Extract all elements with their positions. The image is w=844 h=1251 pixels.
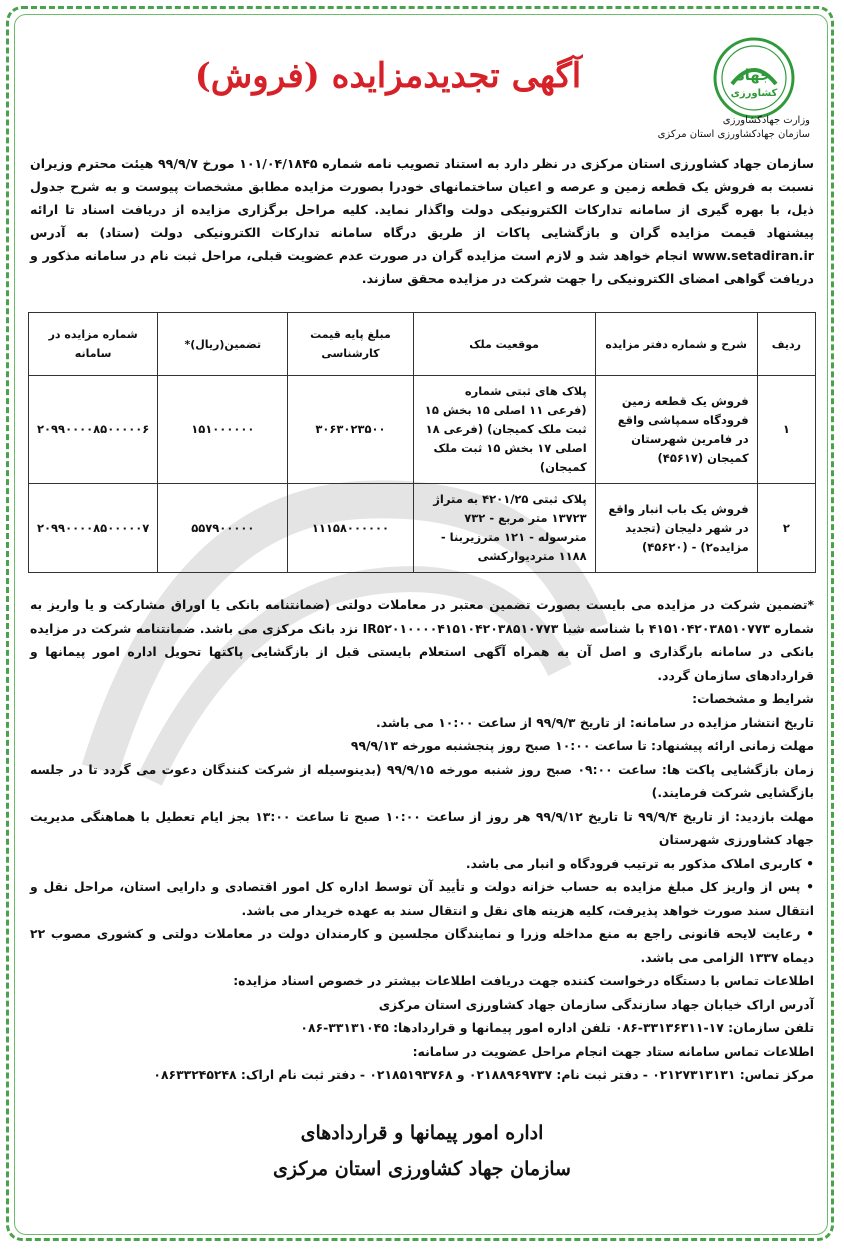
- contact-heading: اطلاعات تماس با دستگاه درخواست کننده جهت دریافت اطلاعات بیشتر در خصوص اسناد مزایده:: [233, 973, 814, 988]
- column-header: شرح و شماره دفتر مزایده: [595, 313, 757, 376]
- property-location: پلاک ثبتی ۴۲۰۱/۲۵ به متراژ ۱۳۷۲۳ متر مربع - ۷۳۲ مترسوله - ۱۲۱ مترزیربنا - ۱۱۸۸ متردیوارکشی: [413, 484, 595, 573]
- auction-number: ۲۰۹۹۰۰۰۰۸۵۰۰۰۰۰۶: [29, 376, 158, 484]
- guarantee-amount: ۵۵۷۹۰۰۰۰۰: [158, 484, 288, 573]
- base-price: ۱۱۱۵۸۰۰۰۰۰۰: [288, 484, 413, 573]
- intro-paragraph: سازمان جهاد کشاورزی استان مرکزی در نظر دارد به استناد تصویب نامه شماره ۱۰۱/۰۴/۱۸۴۵ مورخ ۹۹/۹/۷ هیئت محترم وزیران نسبت به فروش یک قطعه زمین و عرصه و اعیان ساختمانهای خودرا بصورت مزایده مطابق مشخصات پیوست و به شرح جدول ذیل، با بهره گیری از سامانه تدارکات الکترونیکی دولت واگذار نماید. کلیه مراحل برگزاری مزایده از دریافت اسناد تا ارائه پیشنهاد قیمت مزایده گران و بازگشایی پاکات از طریق درگاه سامانه تدارکات الکترونیکی دولت (ستاد) به آدرس www.setadiran.ir انجام خواهد شد و لازم است مزایده گران در صورت عدم عضویت قبلی، مراحل ثبت نام در سامانه مذکور و دریافت گواهی امضای الکترونیکی را جهت شرکت در مزایده محقق سازند.: [30, 156, 814, 286]
- bullet-law: • رعایت لایحه قانونی راجع به منع مداخله وزرا و نمایندگان مجلسین و کارمندان دولت در معاملات دولتی و کشوری مصوب ۲۲ دیماه ۱۳۳۷ الزامی می باشد.: [30, 926, 814, 965]
- logo-text-bottom: کشاورزی: [730, 88, 778, 99]
- setad-contact-line: مرکز تماس: ۰۲۱۲۷۳۱۳۱۳۱ - دفتر ثبت نام: ۰۲۱۸۸۹۶۹۷۳۷ و ۰۲۱۸۵۱۹۳۷۶۸ - دفتر ثبت نام اراک: ۰۸۶۳۳۲۴۵۲۴۸: [153, 1067, 814, 1082]
- ministry-name: وزارت جهادکشاورزی: [722, 115, 810, 126]
- page-title: آگهی تجدیدمزایده (فروش): [194, 56, 582, 96]
- address-line: آدرس اراک خیابان جهاد سازندگی سازمان جهاد کشاورزی استان مرکزی: [378, 996, 814, 1012]
- auction-description: فروش یک باب انبار واقع در شهر دلیجان (تجدید مزایده۲) - (۴۵۶۲۰): [595, 484, 757, 573]
- auction-table: [28, 312, 816, 573]
- auction-description: فروش یک قطعه زمین فرودگاه سمپاشی واقع در فامرین شهرستان کمیجان (۴۵۶۱۷): [595, 376, 757, 484]
- footer-signature: [28, 1115, 816, 1187]
- property-location: پلاک های ثبتی شماره (فرعی ۱۱ اصلی ۱۵ بخش ۱۵ ثبت ملک کمیجان) (فرعی ۱۸ اصلی ۱۷ بخش ۱۵ ثبت ملک کمیجان): [413, 376, 595, 484]
- phone-line: تلفن سازمان: ۱۷-۳۳۱۳۶۳۱۱-۰۸۶ تلفن اداره امور پیمانها و قراردادها: ۳۳۱۳۱۰۴۵-۰۸۶: [300, 1020, 814, 1035]
- organization-name: [640, 114, 810, 142]
- row-number: ۱: [757, 376, 815, 484]
- table-row: [29, 484, 816, 573]
- logo-text-top: جهاد: [736, 66, 772, 84]
- organization-subname: سازمان جهادکشاورزی استان مرکزی: [657, 129, 810, 140]
- auction-number: ۲۰۹۹۰۰۰۰۸۵۰۰۰۰۰۷: [29, 484, 158, 573]
- footer-line-1: اداره امور پیمانها و قراردادهای: [300, 1121, 544, 1144]
- header: [28, 22, 816, 152]
- footer-line-2: سازمان جهاد کشاورزی استان مرکزی: [273, 1157, 571, 1180]
- guarantee-amount: ۱۵۱۰۰۰۰۰۰: [158, 376, 288, 484]
- column-header: ردیف: [757, 313, 815, 376]
- base-price: ۳۰۶۳۰۲۳۵۰۰: [288, 376, 413, 484]
- column-header: شماره مزایده در سامانه: [29, 313, 158, 376]
- setad-contact-heading: اطلاعات تماس سامانه ستاد جهت انجام مراحل عضویت در سامانه:: [412, 1043, 814, 1059]
- publish-date-line: تاریخ انتشار مزایده در سامانه: از تاریخ ۹۹/۹/۳ از ساعت ۱۰:۰۰ می باشد.: [376, 714, 814, 730]
- opening-time-line: زمان بازگشایی پاکت ها: ساعت ۰۹:۰۰ صبح روز شنبه مورخه ۹۹/۹/۱۵ (بدینوسیله از شرکت کنندگان دعوت می گردد تا در جلسه بازگشایی شرکت فرمایند.): [30, 761, 814, 800]
- guarantee-paragraph: *تضمین شرکت در مزایده می بایست بصورت تضمین معتبر در معاملات دولتی (ضمانتنامه بانکی یا اوراق مشارکت و یا واریز به شماره ۴۱۵۱۰۴۲۰۳۸۵۱۰۷۷۳ با شناسه شبا IR۵۲۰۱۰۰۰۰۴۱۵۱۰۴۲۰۳۸۵۱۰۷۷۳ نزد بانک مرکزی می باشد. ضمانتنامه شرکت در مزایده بانکی در سامانه بارگذاری و اصل آن به همراه آگهی استعلام بایستی قبل از بازگشایی پاکتها تحویل اداره امور پیمانها و قراردادهای سازمان گردد.: [30, 597, 814, 683]
- table-row: [29, 376, 816, 484]
- column-header: تضمین(ریال)*: [158, 313, 288, 376]
- jahad-keshavarzi-logo-icon: [712, 36, 796, 120]
- terms-section: [28, 593, 816, 1087]
- visit-period-line: مهلت بازدید: از تاریخ ۹۹/۹/۴ تا تاریخ ۹۹/۹/۱۲ هر روز از ساعت ۱۰:۰۰ صبح تا ساعت ۱۳:۰۰ بجز ایام تعطیل با هماهنگی مدیریت جهاد کشاورزی شهرستان: [30, 808, 814, 847]
- row-number: ۲: [757, 484, 815, 573]
- terms-heading: شرایط و مشخصات:: [692, 691, 814, 706]
- bullet-payment: • پس از واریز کل مبلغ مزایده به حساب خزانه دولت و تأیید آن توسط اداره کل امور اقتصادی و دارایی استان، مراحل نقل و انتقال سند صورت خواهد پذیرفت، کلیه هزینه های نقل و انتقال سند به عهده خریدار می باشد.: [30, 879, 814, 918]
- column-header: مبلغ پایه قیمت کارشناسی: [288, 313, 413, 376]
- bullet-usage: • کاربری املاک مذکور به ترتیب فرودگاه و انبار می باشد.: [465, 855, 814, 871]
- proposal-deadline-line: مهلت زمانی ارائه پیشنهاد: تا ساعت ۱۰:۰۰ صبح روز پنجشنبه مورخه ۹۹/۹/۱۳: [350, 738, 814, 753]
- column-header: موقعیت ملک: [413, 313, 595, 376]
- table-header-row: [29, 313, 816, 376]
